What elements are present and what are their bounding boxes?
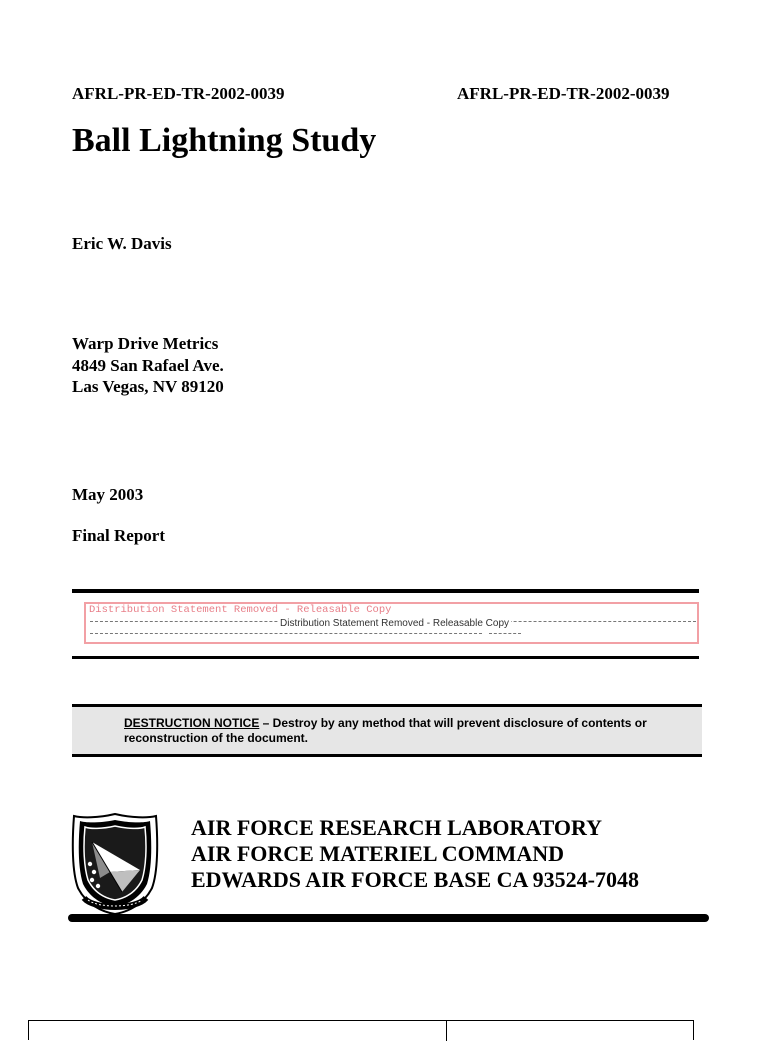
lab-line-3: EDWARDS AIR FORCE BASE CA 93524-7048 — [191, 867, 640, 892]
report-date: May 2003 — [72, 485, 144, 504]
organization-name: Warp Drive Metrics — [72, 334, 219, 353]
destruction-notice-box — [72, 704, 702, 757]
distribution-rule-bottom — [72, 656, 699, 659]
report-number-left: AFRL-PR-ED-TR-2002-0039 — [72, 84, 285, 103]
afrl-shield-emblem-icon — [70, 812, 160, 916]
document-title: Ball Lightning Study — [72, 122, 377, 159]
organization-street: 4849 San Rafael Ave. — [72, 355, 224, 375]
dashed-line — [90, 633, 482, 634]
destruction-notice — [124, 716, 684, 746]
lab-line-2: AIR FORCE MATERIEL COMMAND — [191, 841, 564, 866]
lab-line-1: AIR FORCE RESEARCH LABORATORY — [191, 815, 602, 840]
report-type: Final Report — [72, 526, 166, 545]
dashed-line — [489, 633, 521, 634]
organization-city: Las Vegas, NV 89120 — [72, 377, 224, 396]
table-divider — [446, 1021, 447, 1041]
issuing-organization-block — [191, 815, 639, 893]
author-name: Eric W. Davis — [72, 234, 172, 253]
distribution-rule-top — [72, 589, 699, 593]
footer-rule — [68, 914, 709, 922]
distribution-statement-box — [84, 602, 699, 644]
destruction-notice-label: DESTRUCTION NOTICE — [124, 716, 260, 730]
distribution-stamp-sans: Distribution Statement Removed - Releasable Copy — [280, 618, 509, 629]
organization-address — [72, 333, 224, 398]
report-number-right: AFRL-PR-ED-TR-2002-0039 — [457, 84, 670, 103]
distribution-stamp-mono: Distribution Statement Removed - Releasable Copy — [89, 604, 392, 616]
destruction-notice-text: – Destroy by any method that will prevent disclosure of contents or reconstruction of the document. — [124, 716, 647, 745]
next-page-table-frame — [28, 1020, 694, 1040]
